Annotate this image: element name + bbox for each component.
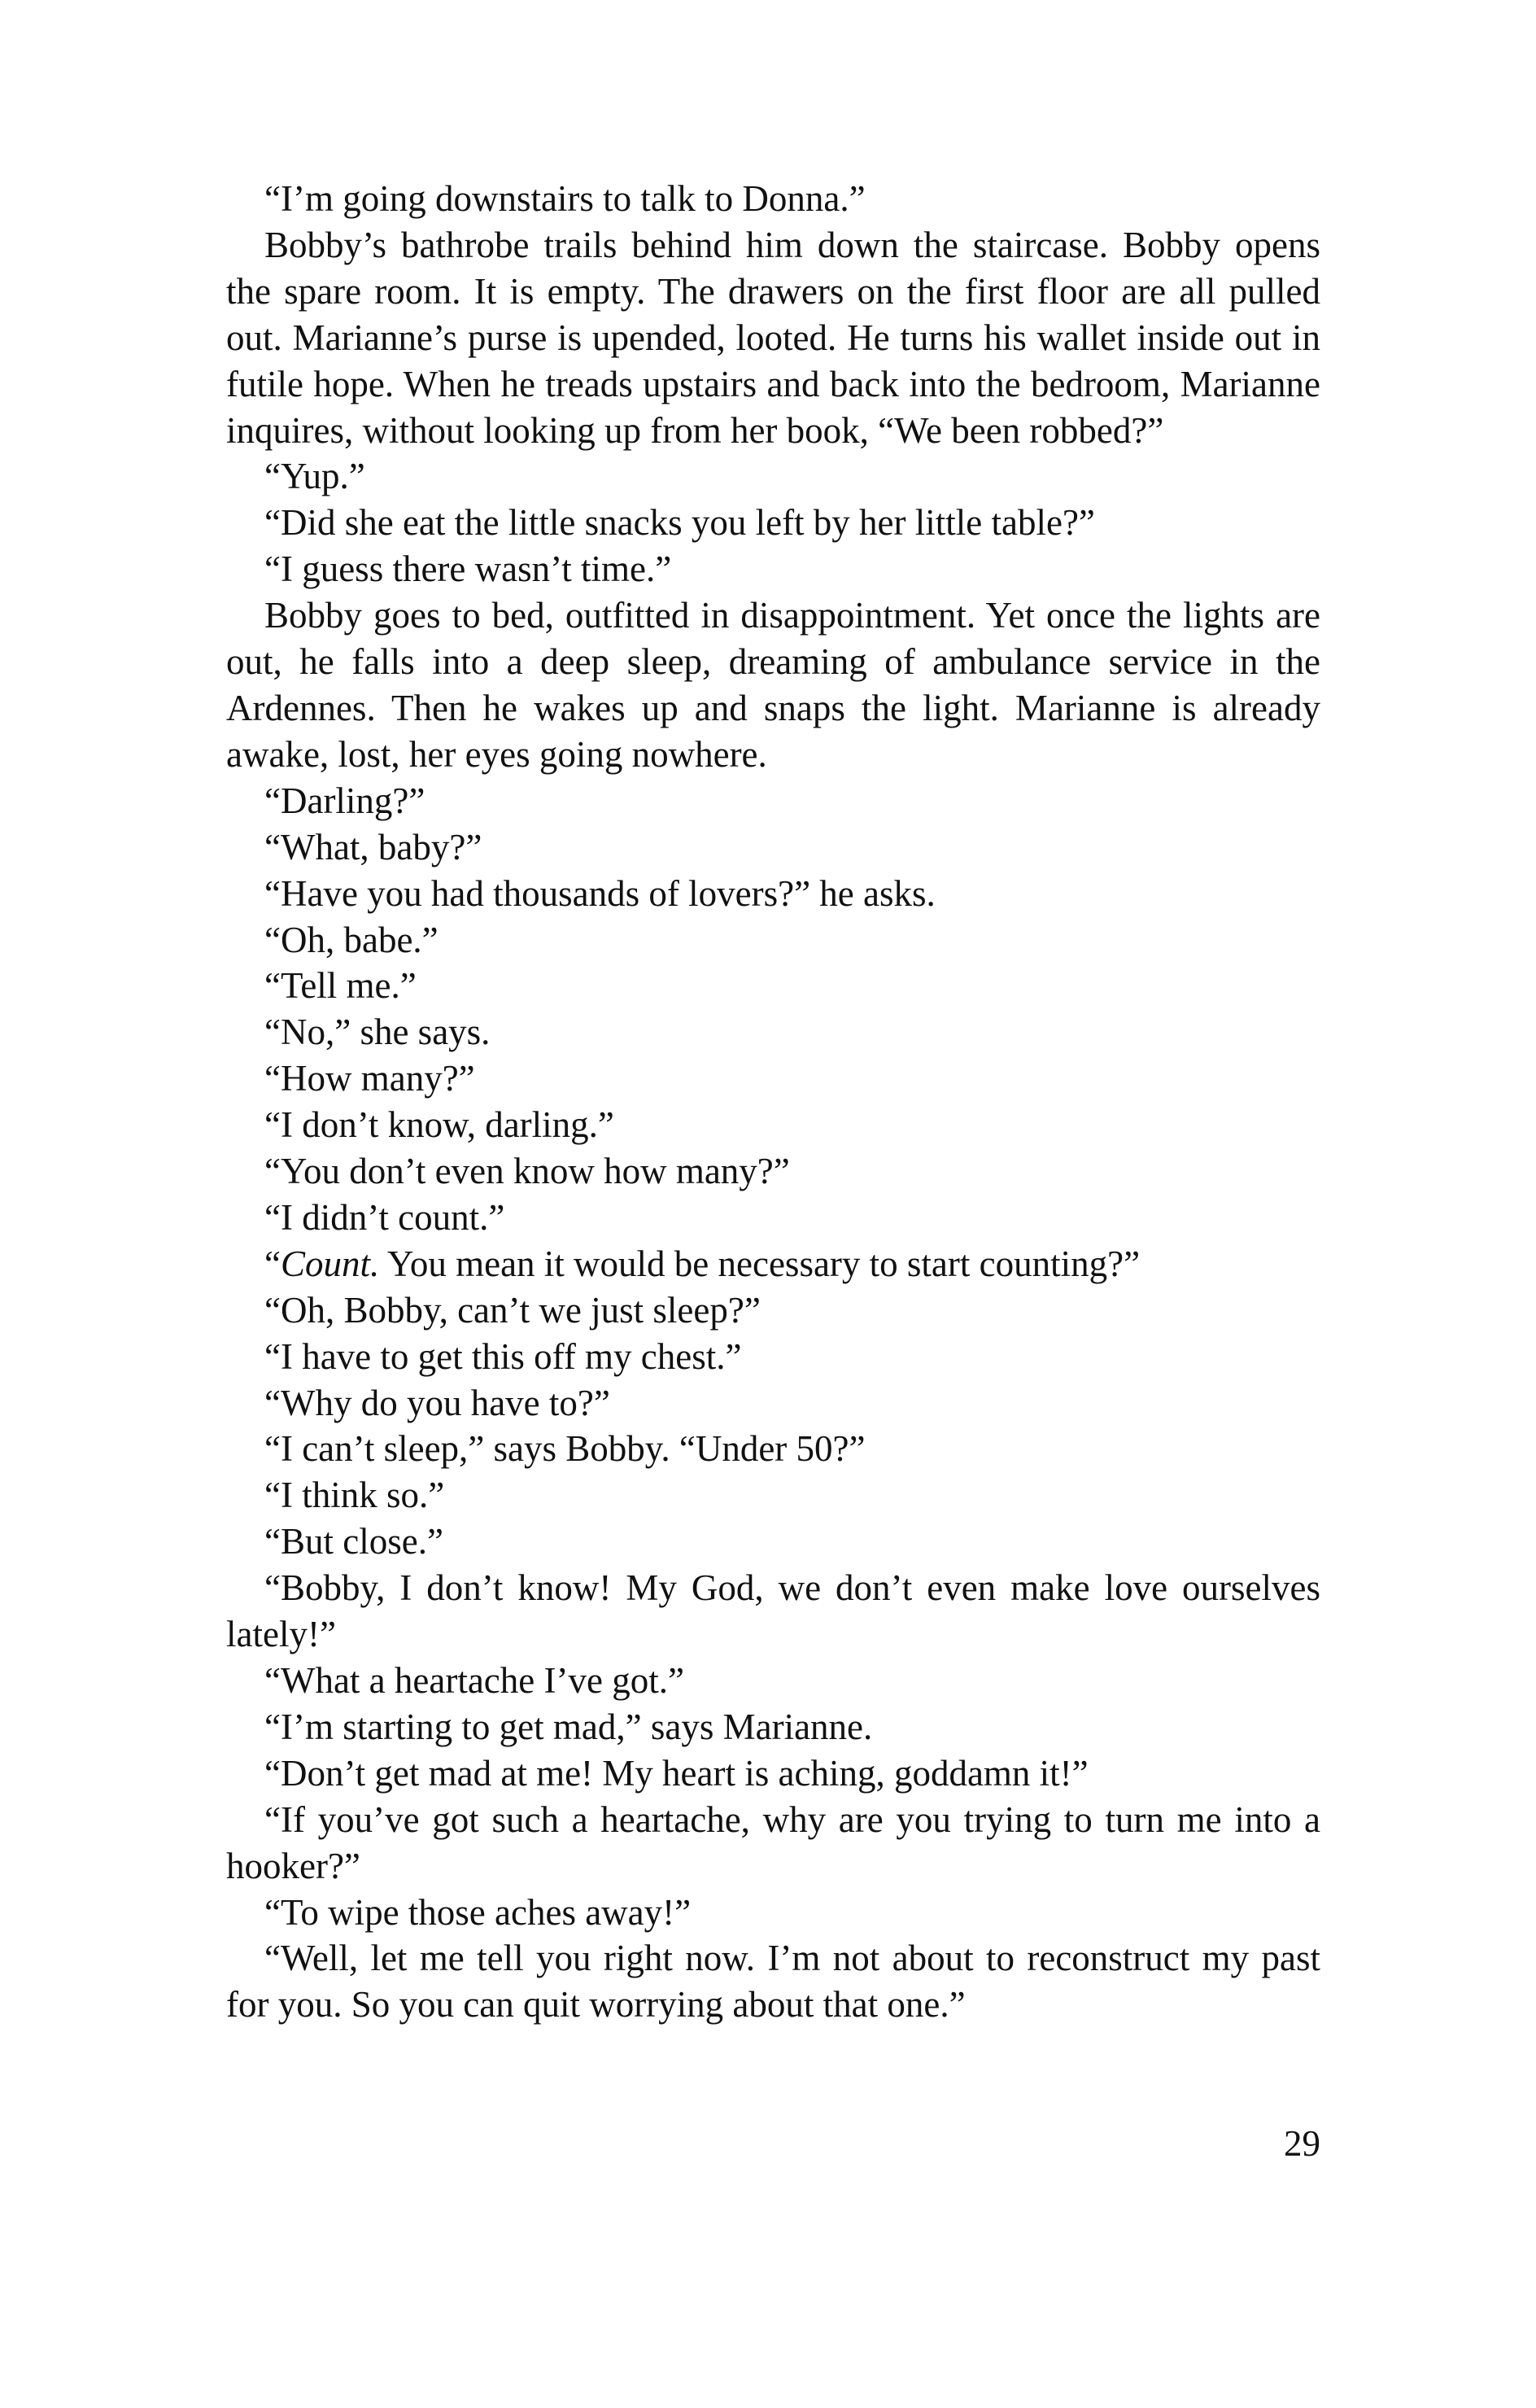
paragraph: “I didn’t count.”	[264, 1196, 505, 1238]
paragraph: “Did she eat the little snacks you left by her little table?”	[264, 502, 1095, 544]
paragraph: “I’m starting to get mad,” says Marianne.	[264, 1706, 873, 1747]
paragraph: “I’m going downstairs to talk to Donna.”	[264, 178, 866, 219]
paragraph: “Bobby, I don’t know! My God, we don’t even make love ourselves lately!”	[226, 1567, 1320, 1655]
paragraph: “To wipe those aches away!”	[264, 1891, 692, 1933]
body-text	[226, 176, 1320, 2028]
paragraph: “What, baby?”	[264, 826, 482, 867]
page-number: 29	[1284, 2123, 1320, 2164]
paragraph: “What a heartache I’ve got.”	[264, 1660, 684, 1701]
paragraph: Bobby’s bathrobe trails behind him down the staircase. Bobby opens the spare room. It is empty. The drawers on the first floor are all pulled out. Marianne’s purse is upended, looted. He turns his wallet inside out in futile hope. When he treads upstairs and back into the bedroom, Marianne inquires, without looking up from her book, “We been robbed?”	[226, 224, 1320, 451]
paragraph: “You don’t even know how many?”	[264, 1151, 790, 1192]
paragraph: “If you’ve got such a heartache, why are you trying to turn me into a hooker?”	[226, 1798, 1320, 1886]
paragraph: “Oh, Bobby, can’t we just sleep?”	[264, 1289, 761, 1331]
paragraph: “Don’t get mad at me! My heart is aching, goddamn it!”	[264, 1752, 1089, 1794]
paragraph: “Darling?”	[264, 780, 425, 821]
paragraph: “How many?”	[264, 1058, 475, 1099]
paragraph: “Tell me.”	[264, 965, 417, 1007]
paragraph: “I don’t know, darling.”	[264, 1104, 614, 1146]
paragraph: “But close.”	[264, 1521, 443, 1562]
paragraph: “Have you had thousands of lovers?” he asks.	[264, 872, 936, 914]
paragraph: “Yup.”	[264, 456, 365, 497]
paragraph: “Well, let me tell you right now. I’m not about to reconstruct my past for you. So you can quit worrying about that one.”	[226, 1938, 1320, 2026]
emphasized-word: Count.	[280, 1243, 380, 1284]
paragraph: “I can’t sleep,” says Bobby. “Under 50?”	[264, 1428, 866, 1470]
paragraph: “I have to get this off my chest.”	[264, 1335, 742, 1377]
paragraph: “No,” she says.	[264, 1012, 491, 1053]
paragraph: “Why do you have to?”	[264, 1382, 610, 1423]
paragraph: Bobby goes to bed, outfitted in disappointment. Yet once the lights are out, he falls into a deep sleep, dreaming of ambulance service in the Ardennes. Then he wakes up and snaps the light. Marianne is already awake, lost, her eyes going nowhere.	[226, 595, 1320, 775]
paragraph: “I guess there wasn’t time.”	[264, 548, 672, 590]
paragraph: “Count. You mean it would be necessary to start counting?”	[264, 1243, 1141, 1284]
paragraph: “I think so.”	[264, 1475, 445, 1516]
paragraph: “Oh, babe.”	[264, 919, 439, 960]
